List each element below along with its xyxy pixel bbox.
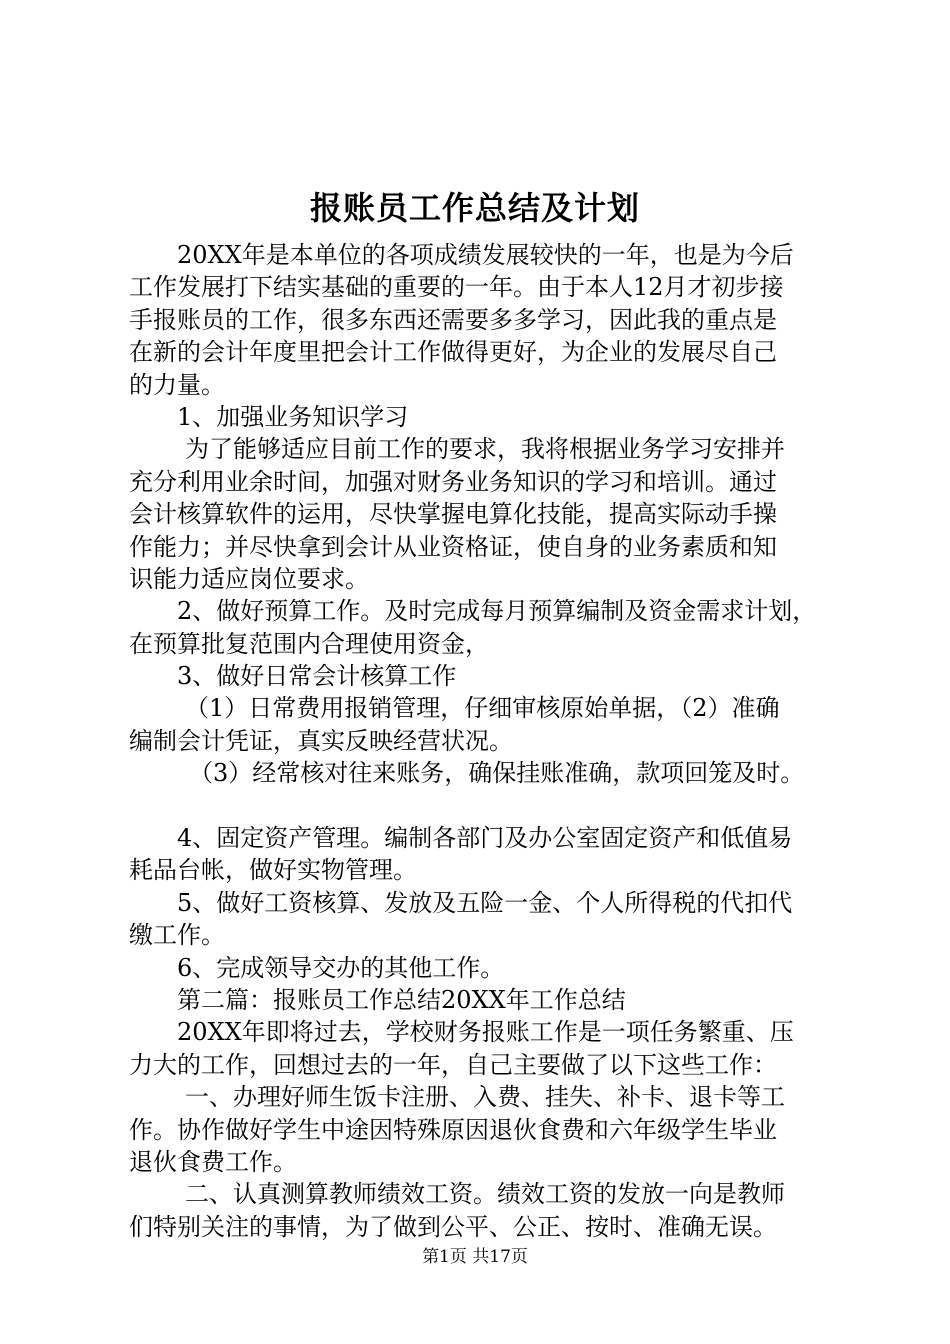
paragraph-line: 缴工作。 <box>129 921 225 950</box>
section-heading: 3、做好日常会计核算工作 <box>177 662 457 691</box>
paragraph-line: 在新的会计年度里把会计工作做得更好，为企业的发展尽自己 <box>129 338 777 367</box>
paragraph-line: 一、办理好师生饭卡注册、入费、挂失、补卡、退卡等工 <box>185 1083 785 1112</box>
document-title: 报账员工作总结及计划 <box>309 189 640 227</box>
blank-line <box>129 790 839 822</box>
paragraph-line: 的力量。 <box>129 370 225 399</box>
paragraph-line: 工作发展打下结实基础的重要的一年。由于本人12月才初步接 <box>129 273 784 302</box>
paragraph-line: 20XX年即将过去，学校财务报账工作是一项任务繁重、压 <box>177 1018 794 1047</box>
paragraph-line: 20XX年是本单位的各项成绩发展较快的一年，也是为今后 <box>177 241 794 269</box>
document-body <box>129 239 839 1243</box>
paragraph-line: 手报账员的工作，很多东西还需要多多学习，因此我的重点是 <box>129 305 777 334</box>
page-number: 第1页 共17页 <box>422 1247 528 1267</box>
paragraph-line: 作。协作做好学生中途因特殊原因退伙食费和六年级学生毕业 <box>129 1115 777 1144</box>
section-heading: 2、做好预算工作。及时完成每月预算编制及资金需求计划， <box>177 597 817 626</box>
paragraph-line: 为了能够适应目前工作的要求，我将根据业务学习安排并 <box>185 435 785 464</box>
section-heading: 5、做好工资核算、发放及五险一金、个人所得税的代扣代 <box>177 888 793 917</box>
paragraph-line: 们特别关注的事情，为了做到公平、公正、按时、准确无误。 <box>129 1212 777 1241</box>
paragraph-line: 充分利用业余时间，加强对财务业务知识的学习和培训。通过 <box>129 467 777 496</box>
paragraph-line: 力大的工作，回想过去的一年，自己主要做了以下这些工作： <box>129 1050 777 1079</box>
paragraph-line: 二、认真测算教师绩效工资。绩效工资的发放一向是教师 <box>185 1180 785 1209</box>
chapter-heading: 第二篇：报账员工作总结20XX年工作总结 <box>177 985 626 1014</box>
section-heading: 6、完成领导交办的其他工作。 <box>177 953 505 982</box>
paragraph-line: （3）经常核对往来账务，确保挂账准确，款项回笼及时。 <box>189 759 805 788</box>
paragraph-line: 耗品台帐，做好实物管理。 <box>129 856 417 885</box>
paragraph-line: 编制会计凭证，真实反映经营状况。 <box>129 726 513 755</box>
section-heading: 1、加强业务知识学习 <box>177 402 409 431</box>
section-heading: 4、固定资产管理。编制各部门及办公室固定资产和低值易 <box>177 824 793 853</box>
paragraph-line: 在预算批复范围内合理使用资金， <box>129 629 489 658</box>
paragraph-line: （1）日常费用报销管理，仔细审核原始单据，（2）准确 <box>185 694 780 723</box>
paragraph-line: 退伙食费工作。 <box>129 1147 297 1176</box>
paragraph-line: 会计核算软件的运用，尽快掌握电算化技能，提高实际动手操 <box>129 500 777 529</box>
paragraph-line: 作能力；并尽快拿到会计从业资格证，使自身的业务素质和知 <box>129 532 777 561</box>
paragraph-line: 识能力适应岗位要求。 <box>129 564 369 593</box>
